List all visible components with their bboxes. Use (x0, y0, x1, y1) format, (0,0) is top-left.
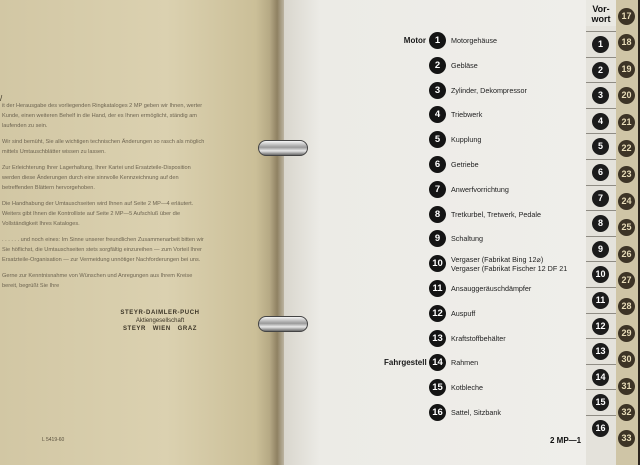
index-tab-17[interactable]: 17 (618, 8, 635, 25)
section-title: Getriebe (451, 160, 479, 169)
tab-divider (586, 389, 616, 390)
tab-divider (586, 364, 616, 365)
foreword-paragraph: Gerne zur Kenntnisnahme von Wünschen und Anregungen aus Ihrem Kreise bereit, begrüßt Sie Ihre (2, 273, 193, 289)
tab-divider (586, 31, 616, 32)
index-tab-28[interactable]: 28 (618, 298, 635, 315)
index-tab-29[interactable]: 29 (618, 325, 635, 342)
contents-entry (384, 56, 584, 76)
index-tab-21[interactable]: 21 (618, 114, 635, 131)
index-tab-31[interactable]: 31 (618, 378, 635, 395)
index-tab-18[interactable]: 18 (618, 34, 635, 51)
tab-divider (586, 133, 616, 134)
foreword-paragraph: Zur Erleichterung Ihrer Lagerhaltung, Ihrer Kartei und Ersatzteile-Disposition werden diese Änderungen durch eine sinnvolle Kennzeichnung auf den betreffenden Blättern hervorgehoben. (2, 165, 191, 191)
index-tab-4[interactable]: 4 (592, 113, 609, 130)
company-signature (70, 310, 250, 332)
foreword-paragraph: Die Handhabung der Umtauschseiten wird Ihnen auf Seite 2 MP—4 erläutert. Weiters gibt Ihnen die Kontrolliste auf Seite 2 MP—5 Aufschluß über die Vollständigkeit Ihres Kataloges. (2, 201, 194, 227)
foreword-page (0, 0, 278, 465)
section-title: Kupplung (451, 135, 482, 145)
section-title: Ansauggeräuschdämpfer (451, 284, 532, 293)
contents-entry (384, 130, 584, 150)
company-cities: STEYR WIEN GRAZ (122, 326, 198, 332)
index-tab-23[interactable]: 23 (618, 166, 635, 183)
index-tab-27[interactable]: 27 (618, 272, 635, 289)
section-number-badge: 13 (429, 330, 446, 347)
section-number-badge: 11 (429, 280, 446, 297)
index-tab-12[interactable]: 12 (592, 318, 609, 335)
index-tab-32[interactable]: 32 (618, 404, 635, 421)
tab-divider (586, 338, 616, 339)
section-title: Zylinder, Dekompressor (451, 85, 527, 95)
contents-entry (384, 279, 584, 299)
tab-divider (586, 159, 616, 160)
index-tab-22[interactable]: 22 (618, 140, 635, 157)
section-label: Motor (403, 36, 426, 45)
section-title: Anwerfvorrichtung (451, 184, 509, 194)
tab-divider (586, 236, 616, 237)
section-title: Kotbleche (451, 383, 483, 393)
section-title-line2: Vergaser (Fabrikat Fischer 12 DF 21 (451, 264, 568, 274)
contents-entry (384, 229, 584, 249)
index-tab-5[interactable]: 5 (592, 138, 609, 155)
section-number-badge: 3 (429, 82, 446, 99)
tab-divider (586, 57, 616, 58)
section-title: Tretkurbel, Tretwerk, Pedale (451, 209, 542, 219)
section-title: Rahmen (451, 358, 479, 368)
index-tab-24[interactable]: 24 (618, 193, 635, 210)
contents-entry (384, 31, 584, 51)
index-tab-13[interactable]: 13 (592, 343, 609, 360)
index-tab-26[interactable]: 26 (618, 246, 635, 263)
index-tab-16[interactable]: 16 (592, 420, 609, 437)
section-title: Gebläse (451, 60, 478, 70)
index-tab-33[interactable]: 33 (618, 430, 635, 447)
index-tab-2[interactable]: 2 (592, 62, 609, 79)
section-title: Kraftstoffbehälter (451, 333, 506, 343)
section-number-badge: 5 (429, 131, 446, 148)
index-tab-3[interactable]: 3 (592, 87, 609, 104)
contents-entry (384, 329, 584, 349)
tab-vorwort[interactable]: Vor- wort (586, 0, 616, 26)
tab-divider (586, 210, 616, 211)
binder-ring (258, 316, 308, 332)
tab-divider (586, 82, 616, 83)
print-code: L 5419-60 (42, 437, 65, 443)
contents-entry (384, 155, 584, 175)
contents-entry (384, 180, 584, 200)
index-tab-30[interactable]: 30 (618, 351, 635, 368)
section-number-badge: 8 (429, 206, 446, 223)
section-title: Vergaser (Fabrikat Bing 12⌀) Vergaser (Fabrikat Fischer 12 DF 21 (451, 255, 568, 274)
section-title: Sattel, Sitzbank (451, 408, 501, 417)
section-number-badge: 2 (429, 57, 446, 74)
tab-divider (586, 415, 616, 416)
section-number-badge: 10 (429, 255, 446, 272)
index-tab-8[interactable]: 8 (592, 215, 609, 232)
foreword-paragraph: Wir sind bemüht, Sie alle wichtigen technischen Änderungen so rasch als möglich mittels Umtauschblätter wissen zu lassen. (2, 139, 205, 155)
index-tab-19[interactable]: 19 (618, 61, 635, 78)
contents-entry (384, 378, 584, 398)
index-tab-14[interactable]: 14 (592, 369, 609, 386)
index-tab-6[interactable]: 6 (592, 164, 609, 181)
index-tab-15[interactable]: 15 (592, 394, 609, 411)
index-tab-20[interactable]: 20 (618, 87, 635, 104)
section-number-badge: 4 (429, 106, 446, 123)
foreword-paragraph: . . . . . . und noch eines: Im Sinne unserer freundlichen Zusammenarbeit bitten wir Sie höflichst, die Umtauschseiten stets sorgfältig einzureihen — zum Vorteil Ihrer Ersatzteile-Organisation — zur Vermeidung unnötiger Nachforderungen bei uns. (2, 237, 204, 263)
section-title: Triebwerk (451, 110, 483, 120)
section-label: Fahrgestell (384, 358, 427, 368)
contents-entry (384, 304, 584, 324)
section-number-badge: 1 (429, 32, 446, 49)
index-tab-10[interactable]: 10 (592, 266, 609, 283)
company-type: Aktiengesellschaft (135, 318, 185, 324)
tab-divider (586, 313, 616, 314)
index-tab-9[interactable]: 9 (592, 241, 609, 258)
section-number-badge: 14 (429, 354, 446, 371)
page-number: 2 MP—1 (550, 436, 582, 445)
contents-entry (384, 81, 584, 101)
section-title: Auspuff (451, 308, 476, 318)
tab-divider (586, 108, 616, 109)
contents-entry (384, 205, 584, 225)
foreword-paragraph: it der Herausgabe des vorliegenden Ringkataloges 2 MP geben wir Ihnen, werter Kunde, einen weiteren Behelf in die Hand, der es Ihnen ermöglicht, ständig am laufenden zu sein. (2, 103, 203, 129)
section-number-badge: 7 (429, 181, 446, 198)
index-tab-25[interactable]: 25 (618, 219, 635, 236)
section-number-badge: 15 (429, 379, 446, 396)
tab-divider (586, 261, 616, 262)
binder-ring (258, 140, 308, 156)
section-number-badge: 6 (429, 156, 446, 173)
tab-divider (586, 185, 616, 186)
contents-entry (384, 353, 584, 373)
index-tab-11[interactable]: 11 (592, 292, 609, 309)
section-number-badge: 12 (429, 305, 446, 322)
contents-entry (384, 403, 584, 423)
company-name: STEYR-DAIMLER-PUCH (120, 310, 200, 316)
section-title: Motorgehäuse (451, 36, 497, 45)
contents-entry (384, 105, 584, 125)
section-number-badge: 9 (429, 230, 446, 247)
tab-divider (586, 287, 616, 288)
foreword-text (2, 101, 208, 297)
index-tab-1[interactable]: 1 (592, 36, 609, 53)
page-mark: / (0, 94, 3, 103)
section-number-badge: 16 (429, 404, 446, 421)
index-tab-7[interactable]: 7 (592, 190, 609, 207)
contents-entry (384, 254, 584, 274)
section-title: Schaltung (451, 234, 483, 244)
